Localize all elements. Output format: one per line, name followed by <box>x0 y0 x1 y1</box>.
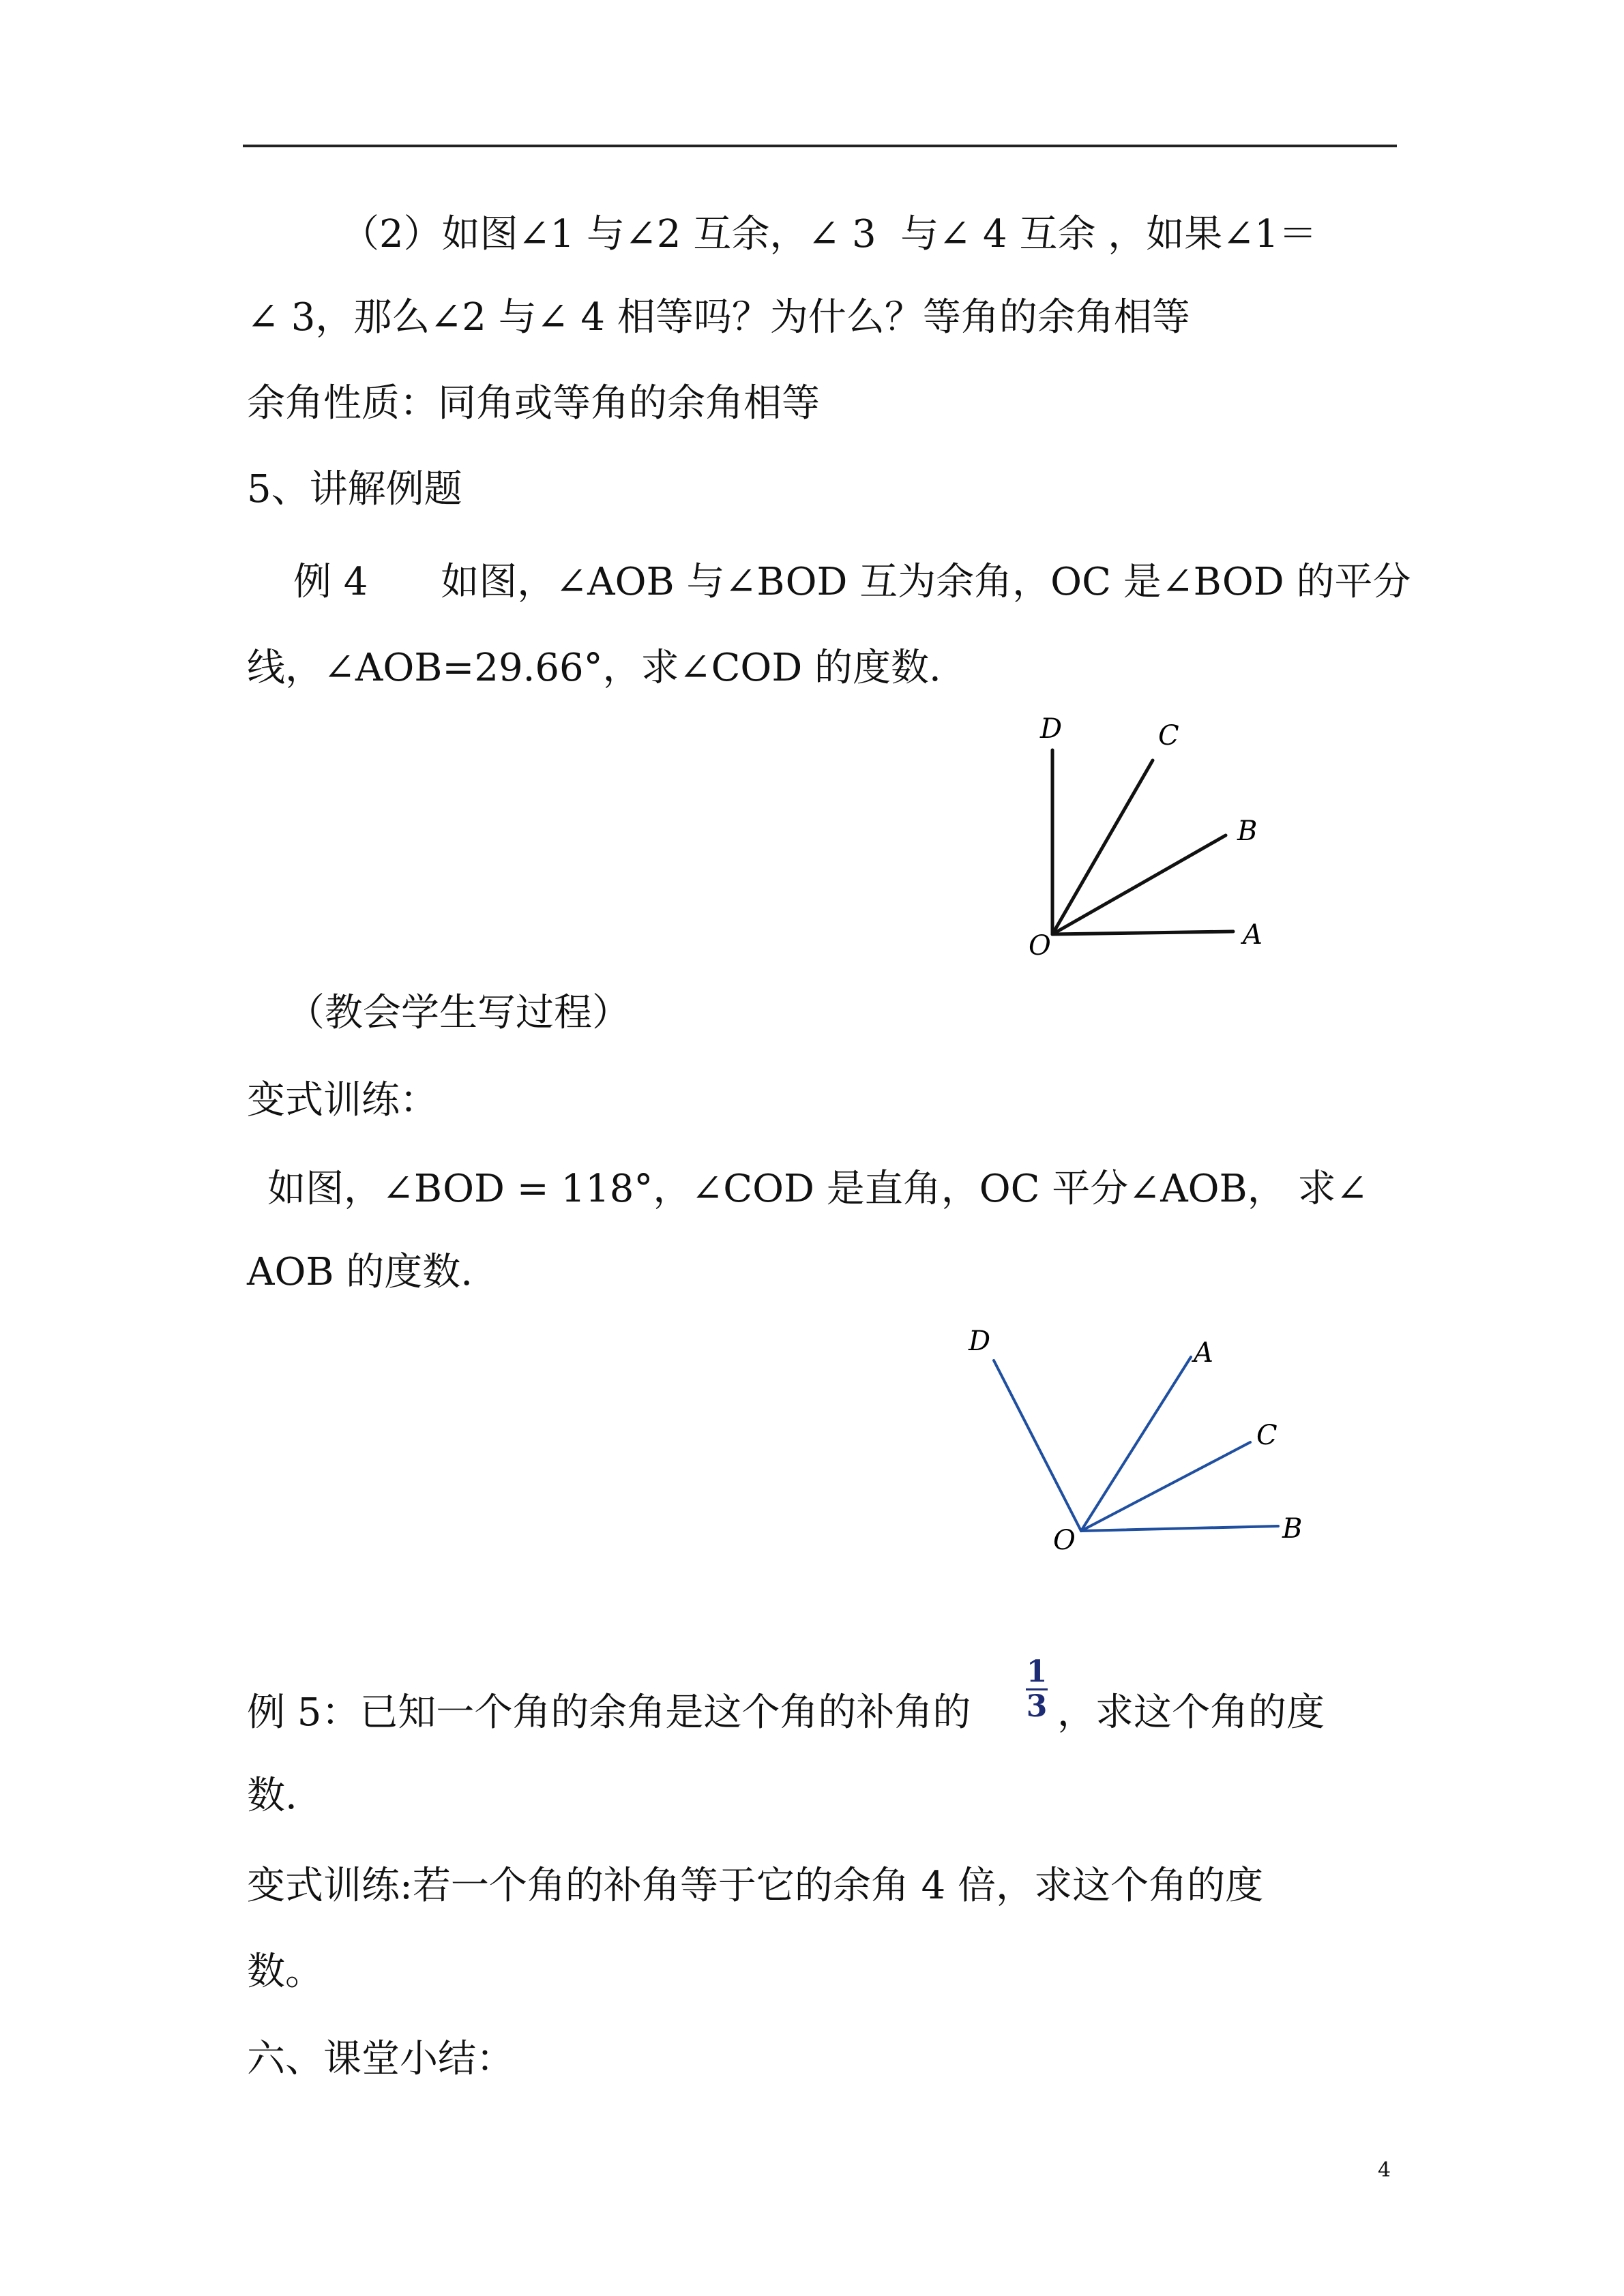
text-line-14: 数。 <box>247 1950 323 1994</box>
label-c: C <box>1256 1420 1278 1451</box>
page-number: 4 <box>1378 2158 1391 2182</box>
label-b: B <box>1237 816 1258 847</box>
fraction-numerator: 1 <box>1026 1654 1048 1689</box>
label-b: B <box>1282 1513 1303 1545</box>
label-a: A <box>1243 919 1263 951</box>
fraction-one-third <box>1022 1654 1052 1724</box>
label-a: A <box>1194 1337 1213 1369</box>
text-line-10: AOB 的度数. <box>247 1250 473 1294</box>
text-line-9: 如图，∠BOD = 118°，∠COD 是直角，OC 平分∠AOB， 求∠ <box>267 1167 1368 1211</box>
text-line-8: 变式训练： <box>247 1078 438 1122</box>
text-line-12: 数. <box>247 1774 297 1818</box>
text-line-3: 余角性质：同角或等角的余角相等 <box>247 381 820 426</box>
text-line-13: 变式训练:若一个角的补角等于它的余角 4 倍，求这个角的度 <box>247 1864 1264 1908</box>
label-o: O <box>1029 930 1051 961</box>
text-line-4: 5、讲解例题 <box>247 467 462 511</box>
text-line-5: 例 4 如图，∠AOB 与∠BOD 互为余角，OC 是∠BOD 的平分 <box>293 560 1411 604</box>
ray-oa <box>1052 931 1233 934</box>
text-line-2: ∠ 3，那么∠2 与∠ 4 相等吗？为什么？等角的余角相等 <box>247 295 1190 340</box>
fraction-denominator: 3 <box>1026 1689 1048 1724</box>
ray-od <box>994 1360 1081 1531</box>
text-line-7: （教会学生写过程） <box>286 991 630 1035</box>
label-o: O <box>1053 1525 1076 1556</box>
ray-ob <box>1052 835 1226 934</box>
text-line-1: （2）如图∠1 与∠2 互余，∠ 3 与∠ 4 互余 ，如果∠1＝ <box>341 212 1317 256</box>
angle-figure-1 <box>1009 709 1282 968</box>
ray-ob <box>1081 1526 1278 1531</box>
ray-oc <box>1081 1442 1250 1531</box>
label-c: C <box>1158 720 1179 751</box>
angle-figure-2 <box>948 1320 1316 1572</box>
label-d: D <box>969 1326 991 1357</box>
ray-oa <box>1081 1357 1191 1531</box>
text-line-6: 线，∠AOB=29.66°，求∠COD 的度数. <box>247 646 941 690</box>
header-rule <box>243 145 1397 147</box>
label-d: D <box>1040 713 1063 745</box>
ray-oc <box>1052 760 1153 934</box>
text-line-11a: 例 5：已知一个角的余角是这个角的补角的 <box>247 1690 971 1735</box>
text-line-11b: ，求这个角的度 <box>1057 1690 1325 1735</box>
text-line-15: 六、课堂小结： <box>247 2037 514 2081</box>
